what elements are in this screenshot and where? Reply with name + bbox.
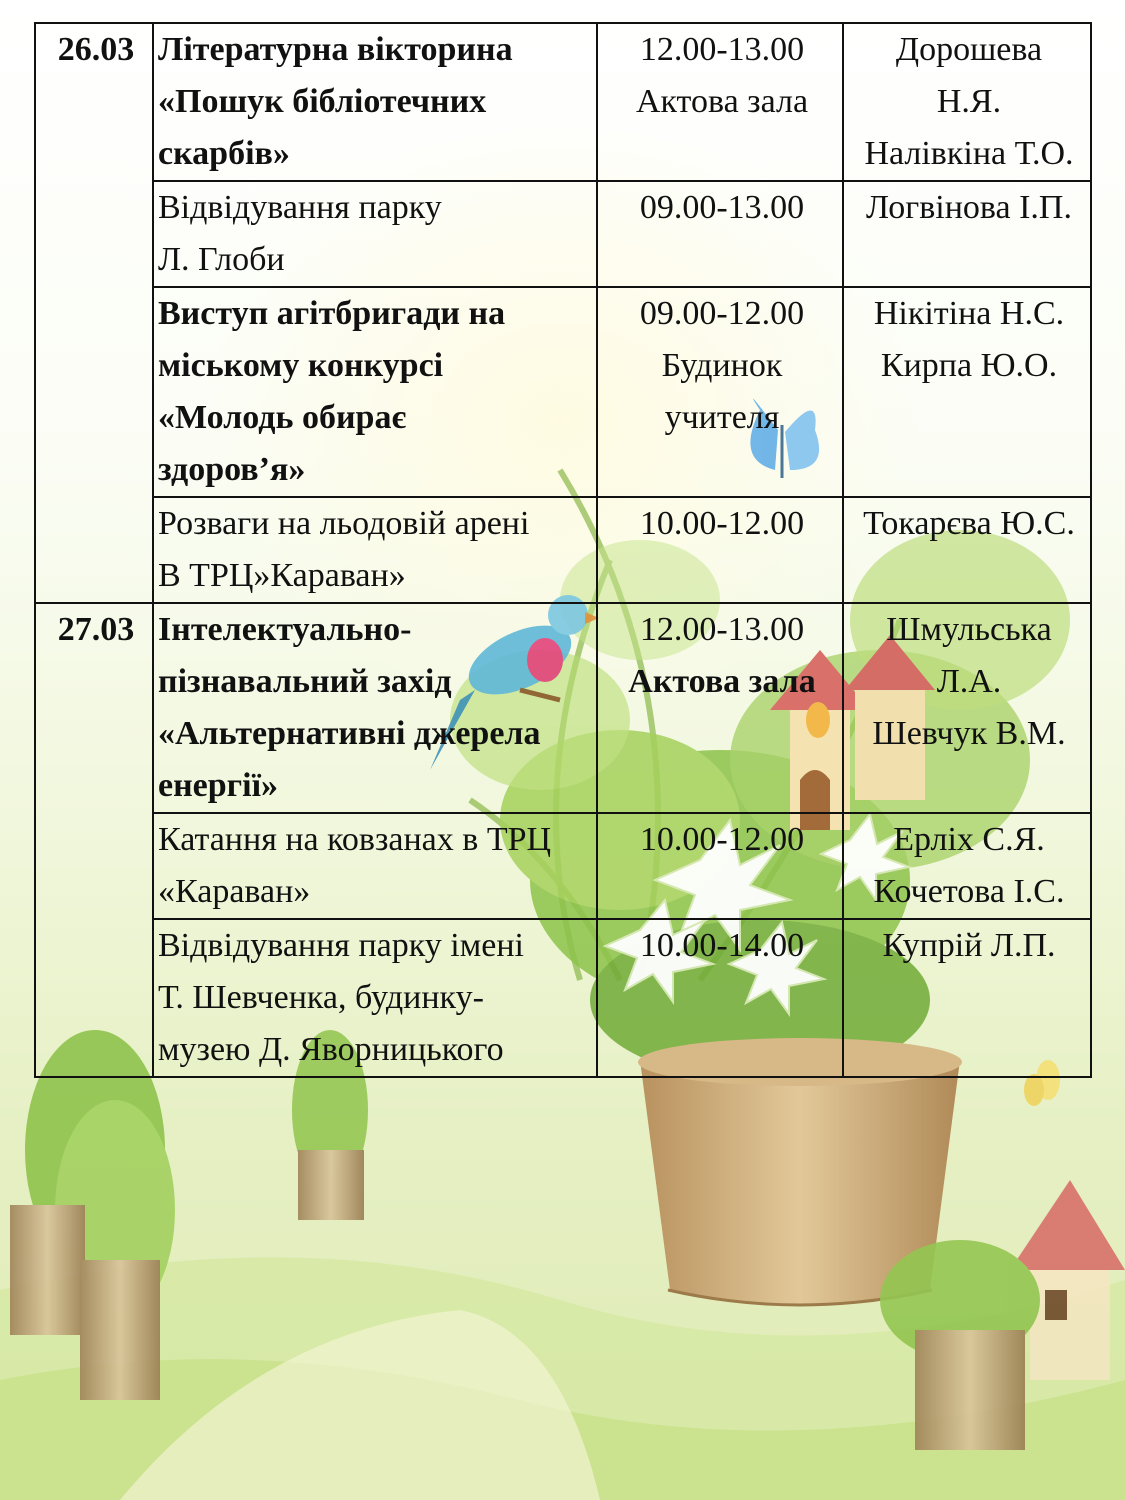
responsible-cell — [843, 287, 1091, 497]
event-cell-line: міському конкурсі — [158, 347, 444, 384]
time-place-cell — [597, 181, 843, 287]
event-cell — [153, 287, 597, 497]
schedule-row — [35, 603, 1091, 813]
responsible-cell-line: Токарєва Ю.С. — [863, 505, 1075, 542]
time-place-cell — [597, 23, 843, 181]
event-cell — [153, 813, 597, 919]
time-place-cell-line: Актова зала — [628, 663, 816, 700]
responsible-cell — [843, 603, 1091, 813]
event-cell — [153, 497, 597, 603]
responsible-cell — [843, 919, 1091, 1077]
event-cell-line: Л. Глоби — [158, 241, 285, 278]
responsible-cell-line: Л.А. — [936, 663, 1002, 700]
time-place-cell — [597, 497, 843, 603]
responsible-cell-line: Шевчук В.М. — [872, 715, 1066, 752]
time-place-cell-line: 09.00-13.00 — [639, 189, 805, 226]
responsible-cell-line: Ерліх С.Я. — [893, 821, 1045, 858]
event-cell-line: Інтелектуально- — [158, 611, 412, 648]
time-place-cell — [597, 603, 843, 813]
schedule-row — [35, 813, 1091, 919]
event-cell-line: музею Д. Яворницького — [158, 1031, 504, 1068]
event-cell-line: скарбів» — [158, 135, 290, 172]
event-cell — [153, 23, 597, 181]
date-cell: 26.03 — [35, 23, 153, 603]
responsible-cell-line: Кирпа Ю.О. — [880, 347, 1058, 384]
time-place-cell-line: 10.00-12.00 — [639, 505, 805, 542]
schedule-row — [35, 287, 1091, 497]
event-cell-line: енергії» — [158, 767, 279, 804]
event-cell-line: «Караван» — [158, 873, 311, 910]
time-place-cell-line: 12.00-13.00 — [639, 31, 805, 68]
time-place-cell-line: Актова зала — [635, 83, 809, 120]
time-place-cell-line: 10.00-12.00 — [639, 821, 805, 858]
event-cell-line: «Пошук бібліотечних — [158, 83, 487, 120]
time-place-cell-line: Будинок — [661, 347, 783, 384]
time-place-cell — [597, 813, 843, 919]
schedule-row — [35, 497, 1091, 603]
event-cell-line: Літературна вікторина — [158, 31, 513, 68]
responsible-cell-line: Нікітіна Н.С. — [873, 295, 1065, 332]
responsible-cell — [843, 813, 1091, 919]
time-place-cell — [597, 919, 843, 1077]
schedule-row — [35, 919, 1091, 1077]
schedule-sheet — [34, 22, 1090, 1068]
schedule-row — [35, 181, 1091, 287]
event-cell-line: Катання на ковзанах в ТРЦ — [158, 821, 552, 858]
event-cell — [153, 919, 597, 1077]
event-cell-line: Відвідування парку імені — [158, 927, 524, 964]
time-place-cell-line: 10.00-14.00 — [639, 927, 805, 964]
time-place-cell-line: 12.00-13.00 — [639, 611, 805, 648]
responsible-cell-line: Логвінова І.П. — [866, 189, 1072, 226]
event-cell-line: Розваги на льодовій арені — [158, 505, 530, 542]
responsible-cell-line: Дорошева — [895, 31, 1043, 68]
schedule-table — [34, 22, 1092, 1078]
responsible-cell-line: Шмульська — [886, 611, 1052, 648]
responsible-cell — [843, 497, 1091, 603]
event-cell — [153, 181, 597, 287]
schedule-row — [35, 23, 1091, 181]
responsible-cell-line: Кочетова І.С. — [873, 873, 1065, 910]
event-cell-line: «Альтернативні джерела — [158, 715, 541, 752]
event-cell-line: здоров’я» — [158, 451, 306, 488]
time-place-cell — [597, 287, 843, 497]
event-cell — [153, 603, 597, 813]
event-cell-line: В ТРЦ»Караван» — [158, 557, 406, 594]
event-cell-line: Виступ агітбригади на — [158, 295, 506, 332]
event-cell-line: пізнавальний захід — [158, 663, 452, 700]
date-cell: 27.03 — [35, 603, 153, 1077]
time-place-cell-line: учителя — [664, 399, 780, 436]
event-cell-line: Відвідування парку — [158, 189, 442, 226]
event-cell-line: Т. Шевченка, будинку- — [158, 979, 484, 1016]
time-place-cell-line: 09.00-12.00 — [639, 295, 805, 332]
responsible-cell-line: Н.Я. — [936, 83, 1002, 120]
responsible-cell — [843, 181, 1091, 287]
responsible-cell-line: Купрій Л.П. — [882, 927, 1056, 964]
responsible-cell-line: Налівкіна Т.О. — [864, 135, 1074, 172]
event-cell-line: «Молодь обирає — [158, 399, 407, 436]
responsible-cell — [843, 23, 1091, 181]
